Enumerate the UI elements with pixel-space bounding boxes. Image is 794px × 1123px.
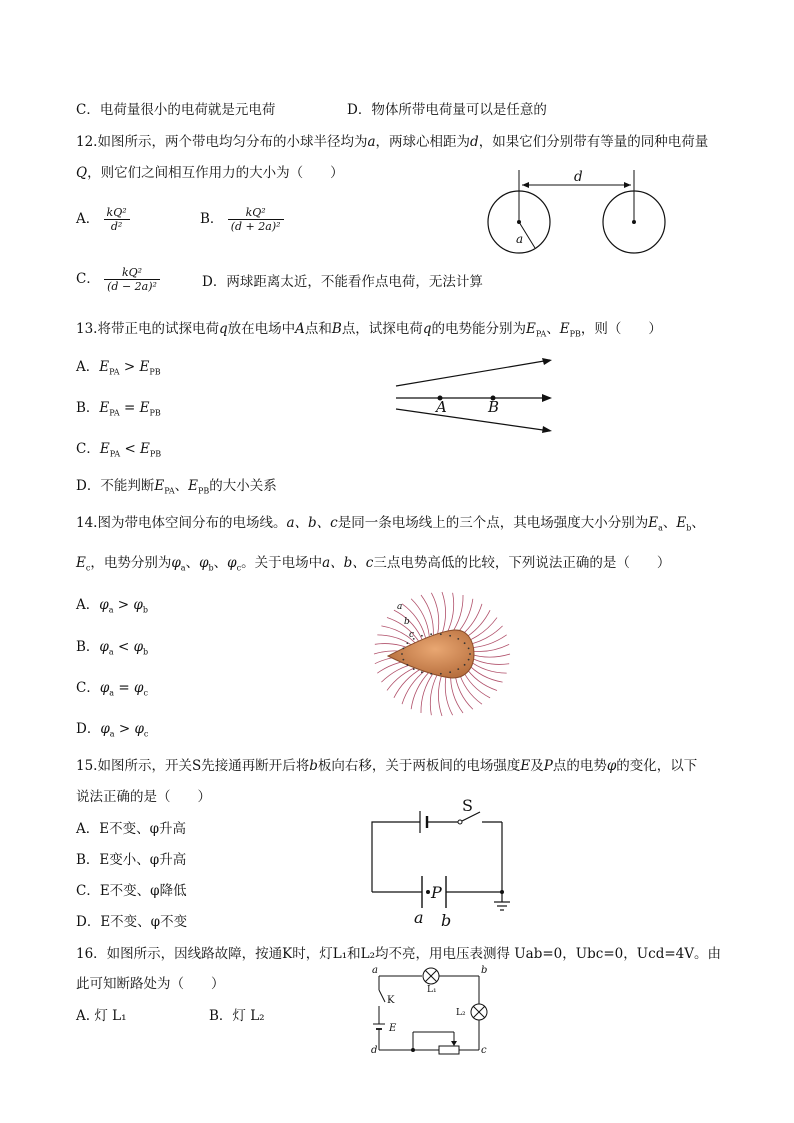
surface-charge-dot — [401, 653, 403, 655]
q16-option-a: A. 灯 L₁ — [76, 1008, 127, 1024]
q14-stem-line1: 14.图为带电体空间分布的电场线。a、b、c是同一条电场线上的三个点，其电场强度大小分别为$E_a$、$E_b$、 — [76, 515, 705, 533]
q14-option-b: B．$\varphi_a < \varphi_b$ — [76, 639, 149, 657]
q14-option-c: C．$\varphi_a = \varphi_c$ — [76, 680, 148, 698]
node-c-label: c — [481, 1045, 487, 1056]
field-line — [446, 593, 453, 634]
point-a-label: a — [397, 602, 403, 612]
point-b-label: b — [404, 617, 410, 627]
surface-charge-dot — [430, 633, 432, 635]
field-line — [442, 592, 446, 634]
surface-charge-dot — [402, 647, 404, 649]
lamp-circuit-figure — [370, 966, 490, 1058]
fraction: $\frac{\text{kQ²}}{\text{(d + 2a)²}}$ — [228, 206, 284, 233]
field-line — [411, 672, 429, 709]
plate-b-label: b — [441, 911, 452, 930]
q16-stem-line2: 此可知断路处为（ ） — [76, 976, 225, 992]
surface-charge-dot — [468, 659, 470, 661]
q13-option-b: B．$E_{PA} = E_{PB}$ — [76, 400, 161, 418]
field-lines-figure — [392, 356, 562, 436]
q12-stem-line2: Q，则它们之间相互作用力的大小为（ ） — [76, 165, 344, 181]
q12-option-d: D．两球距离太近，不能看作点电荷，无法计算 — [202, 274, 483, 290]
point-b-label: B — [488, 398, 500, 416]
surface-charge-dot — [457, 668, 459, 670]
q15-option-b: B．E变小、φ升高 — [76, 852, 187, 868]
q15-option-c: C．E不变、φ降低 — [76, 883, 187, 899]
q13-option-c: C．$E_{PA} < E_{PB}$ — [76, 441, 162, 459]
q12-option-b: B． $\frac{\text{kQ²}}{\text{(d + 2a)²}}$ — [200, 206, 284, 233]
surface-charge-dot — [449, 671, 451, 673]
q11-option-d: D．物体所带电荷量可以是任意的 — [347, 102, 547, 118]
q15-option-d: D．E不变、φ不变 — [76, 914, 188, 930]
plate-a-label: a — [414, 908, 424, 927]
surface-charge-dot — [406, 664, 408, 666]
label-d: d — [574, 169, 583, 185]
surface-charge-dot — [449, 635, 451, 637]
field-line — [430, 674, 437, 715]
q13-stem: 13.将带正电的试探电荷q放在电场中A点和B点，试探电荷q的电势能分别为$E_{PA}$、$E_{PB}$，则（ ） — [76, 321, 662, 339]
q15-stem-line2: 说法正确的是（ ） — [76, 789, 211, 805]
field-line — [394, 668, 422, 698]
q12-option-c: C． $\frac{\text{kQ²}}{\text{(d − 2a)²}}$ — [76, 266, 160, 293]
lamp-l1-label: L₁ — [427, 985, 437, 995]
point-p-label: P — [431, 883, 442, 902]
battery-e-label: E — [389, 1023, 397, 1034]
surface-charge-dot — [440, 673, 442, 675]
fraction: $\frac{\text{kQ²}}{\text{(d − 2a)²}}$ — [104, 266, 160, 293]
surface-charge-dot — [469, 653, 471, 655]
q12-stem-line1: 12.如图所示，两个带电均匀分布的小球半径均为a，两球心相距为d，如果它们分别带有等量的同种电荷量 — [76, 134, 709, 150]
field-line — [431, 593, 438, 634]
node-d-label: d — [371, 1045, 378, 1056]
surface-charge-dot — [457, 638, 459, 640]
q13-option-d: D．不能判断$E_{PA}$、$E_{PB}$的大小关系 — [76, 478, 277, 496]
node-a-label: a — [372, 965, 378, 976]
fraction: $\frac{\text{kQ²}}{\text{d²}}$ — [104, 206, 130, 233]
q15-option-a: A．E不变、φ升高 — [76, 821, 187, 837]
surface-charge-dot — [402, 659, 404, 661]
surface-charge-dot — [421, 671, 423, 673]
field-line — [470, 654, 510, 657]
field-line — [445, 674, 452, 715]
q14-option-d: D．$\varphi_a > \varphi_c$ — [76, 721, 149, 739]
field-line — [438, 674, 442, 716]
field-line — [470, 644, 510, 651]
switch-s-label: S — [462, 796, 473, 815]
surface-charge-dot — [421, 635, 423, 637]
q13-option-a: A．$E_{PA} > E_{PB}$ — [76, 359, 161, 377]
field-line — [470, 657, 510, 664]
lamp-l2-label: L₂ — [456, 1008, 466, 1018]
q11-option-c: C．电荷量很小的电荷就是元电荷 — [76, 102, 276, 118]
surface-charge-dot — [464, 664, 466, 666]
surface-charge-dot — [440, 633, 442, 635]
surface-charge-dot — [468, 647, 470, 649]
point-c-label: c — [409, 630, 415, 640]
surface-charge-dot — [464, 642, 466, 644]
q14-option-a: A．$\varphi_a > \varphi_b$ — [76, 597, 148, 615]
charged-body-figure — [364, 588, 504, 720]
label-a: a — [516, 232, 524, 246]
node-b-label: b — [481, 965, 488, 976]
q14-stem-line2: $E_c$，电势分别为$\varphi_a$、$\varphi_b$、$\varphi_c$。关于电场中a、b、c三点电势高低的比较，下列说法正确的是（ ） — [76, 555, 671, 573]
q16-stem-line1: 16．如图所示，因线路故障，按通K时，灯L₁和L₂均不亮，用电压表测得 Uab=0，Ubc=0，Ucd=4V。由 — [76, 946, 721, 962]
capacitor-circuit-figure — [370, 800, 520, 918]
field-line — [469, 660, 507, 673]
q12-option-a: A． $\frac{\text{kQ²}}{\text{d²}}$ — [76, 206, 130, 233]
q15-stem-line1: 15.如图所示，开关S先接通再断开后将b板向右移，关于两板间的电场强度E及P点的电势φ的变化，以下 — [76, 758, 698, 774]
surface-charge-dot — [413, 668, 415, 670]
surface-charge-dot — [430, 673, 432, 675]
point-a-label: A — [436, 398, 447, 416]
q16-option-b: B．灯 L₂ — [209, 1008, 265, 1024]
switch-k-label: K — [387, 995, 395, 1006]
